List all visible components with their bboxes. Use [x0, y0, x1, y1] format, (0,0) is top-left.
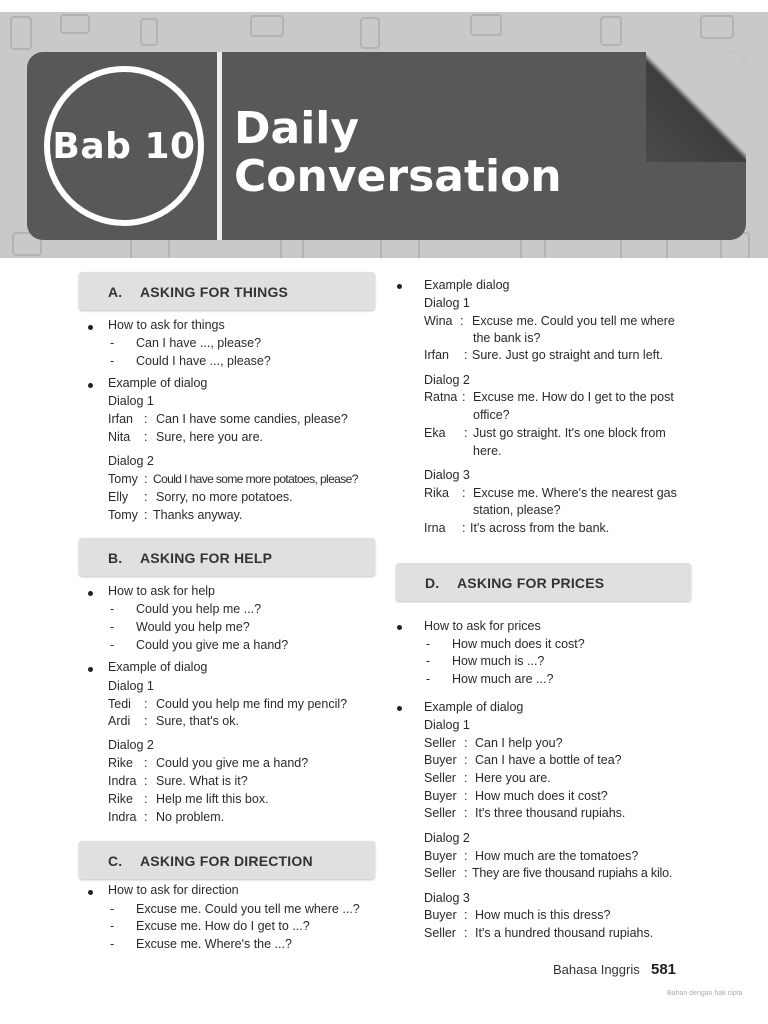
colon-sep: : [462, 390, 466, 404]
phrase-item: Excuse me. Could you tell me where ...? [136, 902, 360, 916]
colon-sep: : [462, 521, 466, 535]
colon-sep: : [144, 792, 148, 806]
dialog-line [424, 348, 663, 363]
example-heading: Example of dialog [108, 660, 208, 674]
speaker-name: Rike [108, 792, 134, 806]
utterance: Could I have some more potatoes, please? [153, 472, 358, 486]
utterance-continued: the bank is? [473, 331, 541, 345]
chapter-badge [44, 66, 204, 226]
colon-sep: : [144, 472, 148, 486]
utterance: No problem. [156, 810, 225, 824]
dialog-line [424, 866, 672, 881]
colon-sep: : [464, 849, 468, 863]
speaker-name: Buyer [424, 789, 457, 803]
header-divider [217, 52, 222, 240]
phrase-item: How much does it cost? [452, 637, 585, 651]
doodle-pattern [360, 17, 380, 49]
page-number: 581 [651, 961, 677, 978]
utterance: Sure, here you are. [156, 430, 264, 444]
chapter-label: Bab 10 [52, 125, 196, 167]
colon-sep: : [464, 736, 468, 750]
bullet-icon [88, 325, 93, 330]
utterance: Excuse me. How do I get to the post [473, 390, 674, 404]
phrase-item: Could you help me ...? [136, 602, 262, 616]
speaker-name: Wina [424, 314, 453, 328]
bullet-icon [88, 383, 93, 388]
dash-icon: - [110, 602, 115, 616]
phrase-item: How much are ...? [452, 672, 554, 686]
dialog-title: Dialog 2 [108, 454, 154, 468]
bullet-icon [397, 284, 402, 289]
utterance: It's a hundred thousand rupiahs. [475, 926, 654, 940]
utterance: How much are the tomatoes? [475, 849, 639, 863]
dash-icon: - [110, 902, 115, 916]
dialog-title: Dialog 2 [424, 373, 470, 387]
dialog-line [424, 753, 622, 768]
section-header-a [79, 272, 375, 310]
chapter-title-line2: Conversation [234, 151, 562, 202]
colon-sep: : [464, 789, 468, 803]
dialog-line [108, 792, 269, 807]
speaker-name: Seller [424, 806, 456, 820]
dialog-line [424, 390, 674, 405]
speaker-name: Seller [424, 736, 456, 750]
dash-icon: - [426, 637, 431, 651]
utterance: Excuse me. Could you tell me where [472, 314, 675, 328]
dialog-line [108, 697, 347, 712]
dialog-title: Dialog 1 [424, 296, 470, 310]
dialog-line [424, 426, 666, 441]
utterance: Just go straight. It's one block from [473, 426, 666, 440]
phrase-item: Could I have ..., please? [136, 354, 271, 368]
doodle-pattern [700, 15, 734, 39]
speaker-name: Seller [424, 771, 456, 785]
speaker-name: Tomy [108, 472, 138, 486]
utterance: Can I have a bottle of tea? [475, 753, 622, 767]
utterance: Thanks anyway. [153, 508, 243, 522]
colon-sep: : [144, 810, 148, 824]
dialog-line [108, 714, 239, 729]
dash-icon: - [110, 620, 115, 634]
dash-icon: - [426, 654, 431, 668]
bullet-icon [88, 667, 93, 672]
dash-icon: - [110, 919, 115, 933]
utterance: Sure. What is it? [156, 774, 248, 788]
doodle-pattern [250, 15, 284, 37]
section-title: ASKING FOR PRICES [457, 575, 605, 591]
section-header-d [396, 563, 691, 601]
colon-sep: : [464, 866, 468, 880]
colon-sep: : [460, 314, 464, 328]
phrase-item: Can I have ..., please? [136, 336, 262, 350]
dialog-title: Dialog 3 [424, 891, 470, 905]
utterance: They are five thousand rupiahs a kilo. [472, 866, 673, 880]
colon-sep: : [144, 508, 148, 522]
dialog-title: Dialog 1 [424, 718, 470, 732]
dialog-line [108, 810, 224, 825]
how-to-text: How to ask for help [108, 584, 215, 598]
dialog-line [108, 756, 308, 771]
dash-icon: - [110, 336, 115, 350]
chapter-title-line1: Daily [234, 103, 360, 154]
section-title: ASKING FOR HELP [140, 550, 273, 566]
phrase-item: Excuse me. How do I get to ...? [136, 919, 310, 933]
dialog-line [424, 926, 653, 941]
bullet-icon [397, 625, 402, 630]
footer-book-title: Bahasa Inggris [553, 962, 640, 977]
dialog-line [108, 472, 358, 487]
dialog-line [424, 789, 608, 804]
dialog-title: Dialog 2 [424, 831, 470, 845]
section-letter: A. [108, 284, 123, 300]
dialog-title: Dialog 2 [108, 738, 154, 752]
speaker-name: Tedi [108, 697, 131, 711]
speaker-name: Tomy [108, 508, 138, 522]
speaker-name: Buyer [424, 753, 457, 767]
colon-sep: : [464, 348, 468, 362]
utterance: Can I help you? [475, 736, 563, 750]
utterance: How much is this dress? [475, 908, 611, 922]
doodle-pattern [140, 18, 158, 46]
speaker-name: Irfan [424, 348, 450, 362]
phrase-item: Would you help me? [136, 620, 250, 634]
speaker-name: Irfan [108, 412, 134, 426]
dash-icon: - [426, 672, 431, 686]
colon-sep: : [464, 426, 468, 440]
doodle-pattern [600, 16, 622, 46]
colon-sep: : [464, 806, 468, 820]
dialog-title: Dialog 3 [424, 468, 470, 482]
copyright-note: Bahan dengan hak cipta [667, 990, 743, 997]
speaker-name: Rike [108, 756, 134, 770]
utterance: It's across from the bank. [470, 521, 610, 535]
colon-sep: : [464, 771, 468, 785]
speaker-name: Seller [424, 926, 456, 940]
doodle-pattern [470, 14, 502, 36]
utterance: Here you are. [475, 771, 551, 785]
colon-sep: : [144, 697, 148, 711]
how-to-text: How to ask for prices [424, 619, 541, 633]
section-letter: C. [108, 853, 123, 869]
dialog-line [424, 314, 675, 329]
utterance: Excuse me. Where's the nearest gas [473, 486, 677, 500]
speaker-name: Ardi [108, 714, 131, 728]
phrase-item: How much is ...? [452, 654, 545, 668]
bullet-icon [88, 890, 93, 895]
speaker-name: Buyer [424, 908, 457, 922]
speaker-name: Irna [424, 521, 446, 535]
section-title: ASKING FOR DIRECTION [140, 853, 313, 869]
utterance-continued: station, please? [473, 503, 561, 517]
colon-sep: : [464, 753, 468, 767]
dialog-line [108, 412, 348, 427]
section-header-c [79, 841, 375, 879]
dialog-line [108, 508, 242, 523]
dash-icon: - [110, 638, 115, 652]
dialog-line [108, 490, 293, 505]
colon-sep: : [462, 486, 466, 500]
doodle-pattern [60, 14, 90, 34]
dialog-title: Dialog 1 [108, 679, 154, 693]
speaker-name: Buyer [424, 849, 457, 863]
speaker-name: Indra [108, 774, 137, 788]
dialog-line [424, 771, 551, 786]
section-title: ASKING FOR THINGS [140, 284, 289, 300]
utterance: Could you give me a hand? [156, 756, 309, 770]
dialog-line [424, 908, 610, 923]
section-header-b [79, 538, 375, 576]
dialog-line [424, 521, 609, 536]
colon-sep: : [144, 412, 148, 426]
dialog-title: Dialog 1 [108, 394, 154, 408]
utterance: It's three thousand rupiahs. [475, 806, 626, 820]
how-to-text: How to ask for direction [108, 883, 239, 897]
colon-sep: : [144, 756, 148, 770]
example-heading: Example dialog [424, 278, 510, 292]
utterance: Could you help me find my pencil? [156, 697, 348, 711]
bullet-icon [397, 706, 402, 711]
colon-sep: : [144, 490, 148, 504]
utterance-continued: here. [473, 444, 502, 458]
utterance: Sure, that's ok. [156, 714, 239, 728]
page-curl [646, 52, 746, 162]
section-letter: D. [425, 575, 440, 591]
speaker-name: Rika [424, 486, 450, 500]
how-to-text: How to ask for things [108, 318, 225, 332]
chapter-title [234, 105, 634, 201]
utterance: Sure. Just go straight and turn left. [472, 348, 664, 362]
colon-sep: : [464, 926, 468, 940]
speaker-name: Seller [424, 866, 456, 880]
section-letter: B. [108, 550, 123, 566]
utterance: Can I have some candies, please? [156, 412, 348, 426]
example-heading: Example of dialog [108, 376, 208, 390]
phrase-item: Could you give me a hand? [136, 638, 289, 652]
dash-icon: - [110, 937, 115, 951]
speaker-name: Ratna [424, 390, 458, 404]
dialog-line [108, 774, 248, 789]
doodle-pattern [10, 16, 32, 50]
dialog-line [424, 486, 677, 501]
colon-sep: : [144, 714, 148, 728]
colon-sep: : [464, 908, 468, 922]
example-heading: Example of dialog [424, 700, 524, 714]
bullet-icon [88, 591, 93, 596]
utterance: Sorry, no more potatoes. [156, 490, 293, 504]
colon-sep: : [144, 430, 148, 444]
dialog-line [424, 806, 625, 821]
utterance-continued: office? [473, 408, 510, 422]
speaker-name: Elly [108, 490, 129, 504]
phrase-item: Excuse me. Where's the ...? [136, 937, 292, 951]
speaker-name: Nita [108, 430, 131, 444]
colon-sep: : [144, 774, 148, 788]
dialog-line [424, 849, 638, 864]
dialog-line [108, 430, 263, 445]
dash-icon: - [110, 354, 115, 368]
speaker-name: Indra [108, 810, 137, 824]
utterance: How much does it cost? [475, 789, 608, 803]
speaker-name: Eka [424, 426, 446, 440]
utterance: Help me lift this box. [156, 792, 269, 806]
dialog-line [424, 736, 563, 751]
